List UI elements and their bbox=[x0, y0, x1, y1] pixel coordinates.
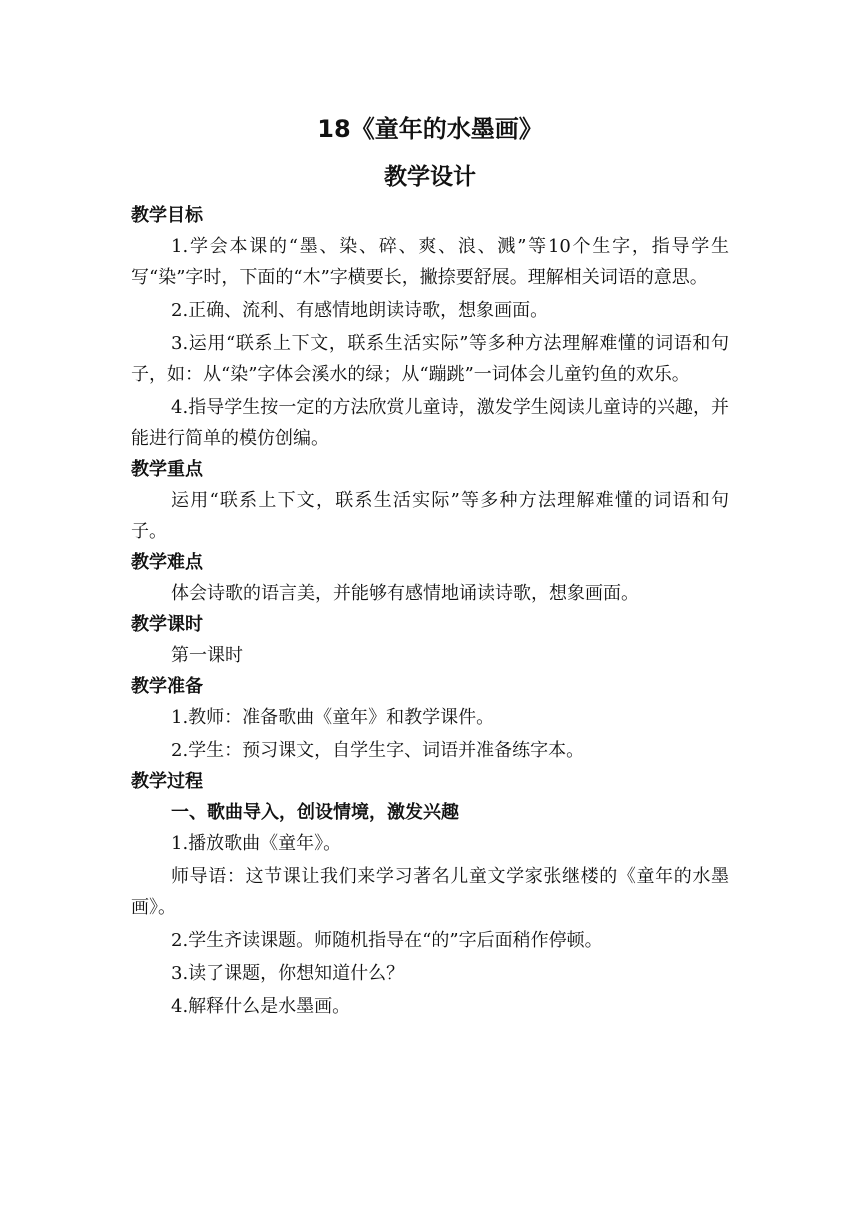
preparation-item-1: 1.教师：准备歌曲《童年》和教学课件。 bbox=[171, 707, 495, 728]
difficulties-text: 体会诗歌的语言美，并能够有感情地诵读诗歌，想象画面。 bbox=[171, 583, 639, 604]
document-subtitle: 教学设计 bbox=[384, 164, 476, 190]
process-item-5: 4.解释什么是水墨画。 bbox=[171, 996, 351, 1017]
goal-item-4: 4.指导学生按一定的方法欣赏儿童诗，激发学生阅读儿童诗的兴趣，并能进行简单的模仿创编。 bbox=[131, 397, 729, 449]
hours-text: 第一课时 bbox=[171, 645, 243, 666]
process-item-1: 1.播放歌曲《童年》。 bbox=[171, 833, 342, 854]
section-heading-key-points: 教学重点 bbox=[131, 459, 203, 480]
key-points-text: 运用“联系上下文，联系生活实际”等多种方法理解难懂的词语和句子。 bbox=[131, 490, 729, 542]
goal-item-1: 1.学会本课的“墨、染、碎、爽、浪、溅”等10个生字，指导学生写“染”字时，下面的“木”字横要长，撇捺要舒展。理解相关词语的意思。 bbox=[131, 236, 729, 288]
goal-item-2: 2.正确、流利、有感情地朗读诗歌，想象画面。 bbox=[171, 300, 549, 321]
section-heading-difficulties: 教学难点 bbox=[131, 552, 203, 573]
section-heading-process: 教学过程 bbox=[131, 771, 203, 792]
section-heading-goals: 教学目标 bbox=[131, 205, 203, 226]
document-body bbox=[131, 200, 729, 1022]
goal-item-3: 3.运用“联系上下文，联系生活实际”等多种方法理解难懂的词语和句子，如：从“染”字体会溪水的绿；从“蹦跳”一词体会儿童钓鱼的欢乐。 bbox=[131, 333, 729, 385]
process-item-3: 2.学生齐读课题。师随机指导在“的”字后面稍作停顿。 bbox=[171, 930, 603, 951]
process-item-4: 3.读了课题，你想知道什么？ bbox=[171, 963, 405, 984]
process-step-1-title: 一、歌曲导入，创设情境，激发兴趣 bbox=[171, 802, 459, 823]
preparation-item-2: 2.学生：预习课文，自学生字、词语并准备练字本。 bbox=[171, 740, 585, 761]
document-title: 18《童年的水墨画》 bbox=[317, 115, 543, 143]
section-heading-hours: 教学课时 bbox=[131, 614, 203, 635]
section-heading-preparation: 教学准备 bbox=[131, 676, 203, 697]
process-item-2: 师导语：这节课让我们来学习著名儿童文学家张继楼的《童年的水墨画》。 bbox=[131, 866, 729, 918]
